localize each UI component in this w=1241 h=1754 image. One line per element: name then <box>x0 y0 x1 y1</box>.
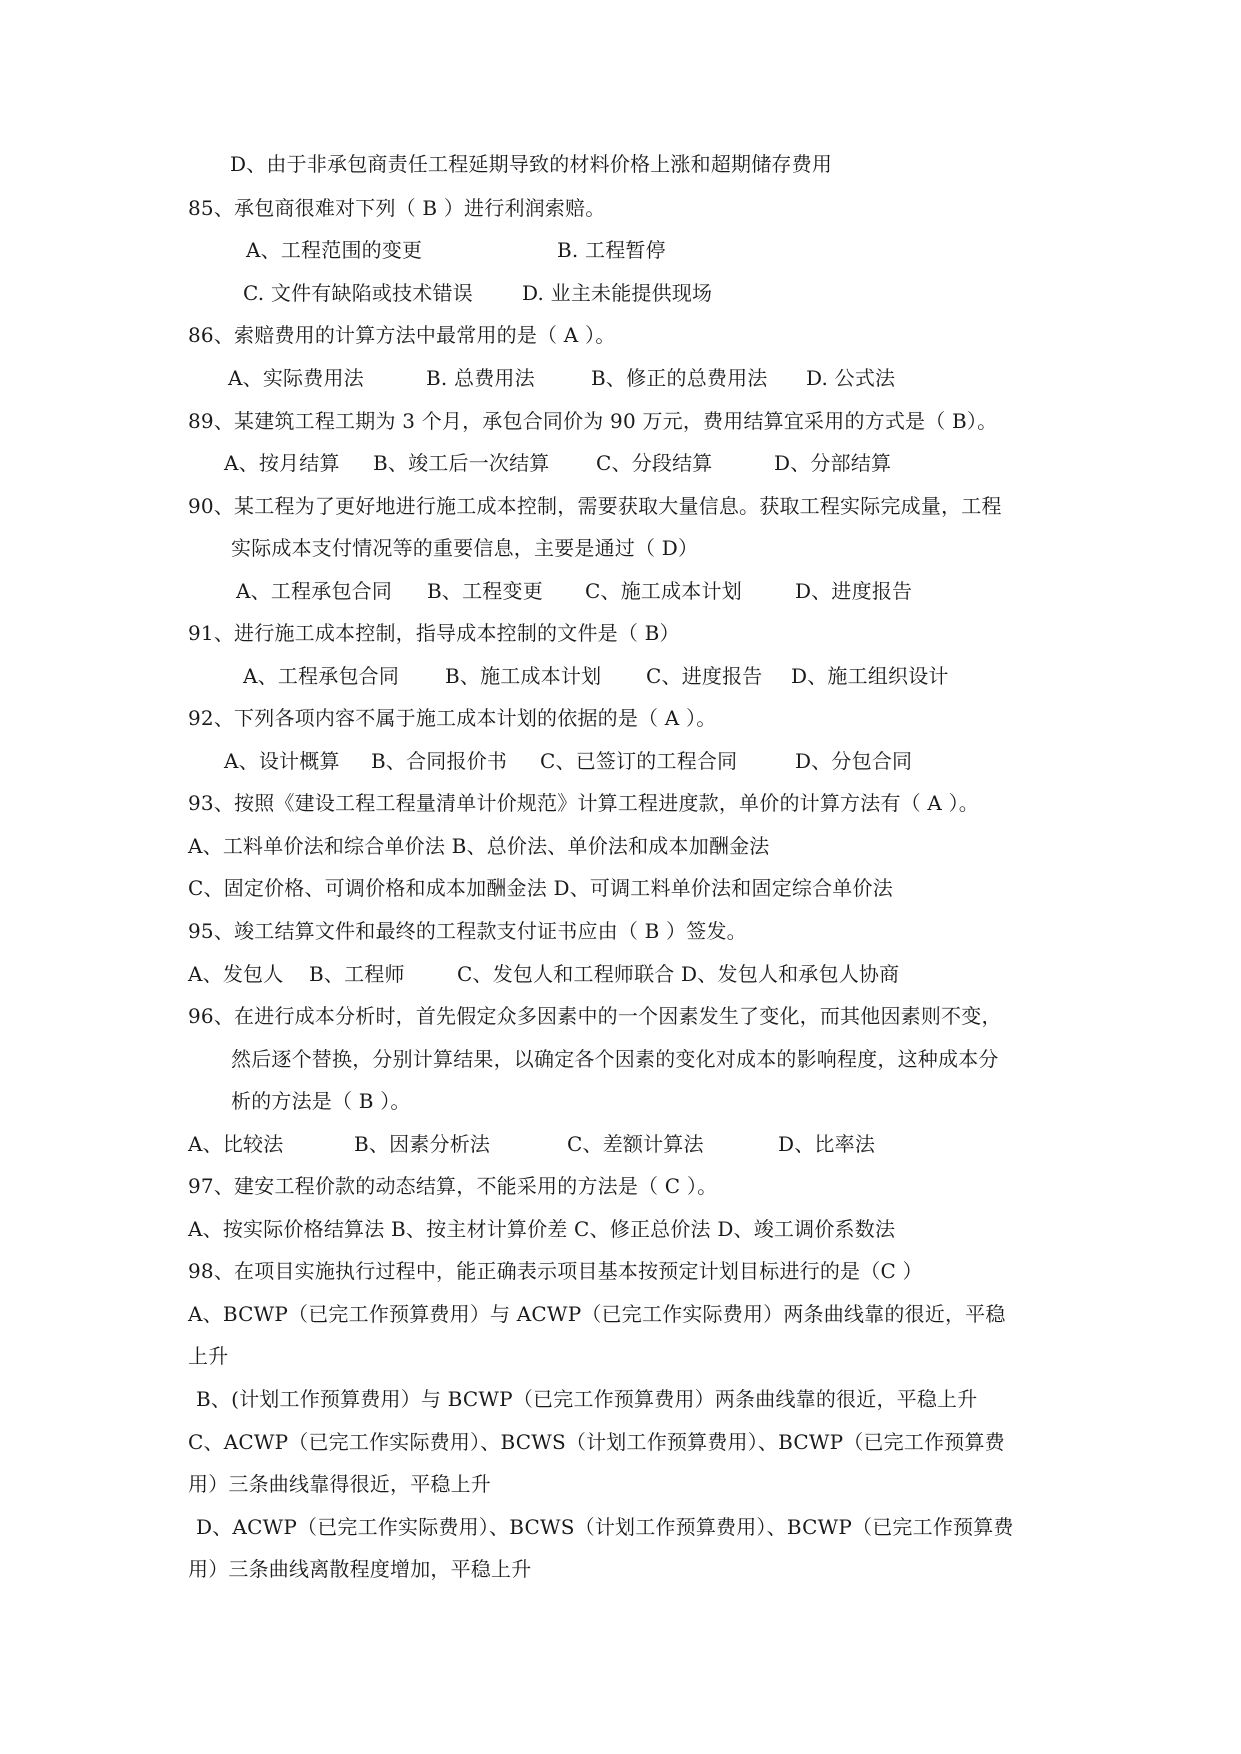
q91-option-c: C、进度报告 <box>646 664 763 688</box>
q93-options-ab: A、工料单价法和综合单价法 B、总价法、单价法和成本加酬金法 <box>188 834 770 858</box>
q95-option-a: A、发包人 <box>188 962 284 986</box>
q89-stem: 89、某建筑工程工期为 3 个月，承包合同价为 90 万元，费用结算宜采用的方式是（ B）。 <box>188 409 998 433</box>
q86-stem: 86、索赔费用的计算方法中最常用的是（ A ）。 <box>188 323 616 347</box>
q98-option-a-line2: 上升 <box>188 1344 229 1368</box>
q97-stem: 97、建安工程价款的动态结算，不能采用的方法是（ C ）。 <box>188 1174 718 1198</box>
q92-option-a: A、设计概算 <box>224 749 340 773</box>
q96-option-b: B、因素分析法 <box>354 1132 491 1156</box>
q91-option-d: D、施工组织设计 <box>791 664 949 688</box>
q85-option-d: D. 业主未能提供现场 <box>522 281 713 305</box>
q92-stem: 92、下列各项内容不属于施工成本计划的依据的是（ A ）。 <box>188 706 717 730</box>
q91-stem: 91、进行施工成本控制，指导成本控制的文件是（ B） <box>188 621 680 645</box>
q95-option-b: B、工程师 <box>309 962 405 986</box>
q96-stem-line3: 析的方法是（ B ）。 <box>231 1089 411 1113</box>
q86-option-a: A、实际费用法 <box>228 366 364 390</box>
q98-option-d-line2: 用）三条曲线离散程度增加，平稳上升 <box>188 1557 532 1581</box>
q93-stem: 93、按照《建设工程工程量清单计价规范》计算工程进度款，单价的计算方法有（ A ）。 <box>188 791 980 815</box>
q96-option-c: C、差额计算法 <box>567 1132 704 1156</box>
q95-stem: 95、竣工结算文件和最终的工程款支付证书应由（ B ）签发。 <box>188 919 747 943</box>
q90-option-a: A、工程承包合同 <box>236 579 393 603</box>
q98-option-d-line1: D、ACWP（已完工作实际费用）、BCWS（计划工作预算费用）、BCWP（已完工作预算费 <box>196 1515 1014 1539</box>
q86-option-b: B. 总费用法 <box>426 366 535 390</box>
q98-option-a-line1: A、BCWP（已完工作预算费用）与 ACWP（已完工作实际费用）两条曲线靠的很近，平稳 <box>188 1302 1006 1326</box>
q90-stem-line1: 90、某工程为了更好地进行施工成本控制，需要获取大量信息。获取工程实际完成量，工程 <box>188 494 1002 518</box>
q90-option-b: B、工程变更 <box>427 579 543 603</box>
q98-option-c-line2: 用）三条曲线靠得很近，平稳上升 <box>188 1472 491 1496</box>
q96-stem-line2: 然后逐个替换，分别计算结果，以确定各个因素的变化对成本的影响程度，这种成本分 <box>231 1047 999 1071</box>
q89-option-c: C、分段结算 <box>596 451 713 475</box>
q86-option-d: D. 公式法 <box>806 366 896 390</box>
q92-option-c: C、已签订的工程合同 <box>540 749 738 773</box>
q96-option-a: A、比较法 <box>188 1132 284 1156</box>
q90-option-d: D、进度报告 <box>795 579 913 603</box>
q90-option-c: C、施工成本计划 <box>585 579 742 603</box>
q85-stem: 85、承包商很难对下列（ B ）进行利润索赔。 <box>188 196 606 220</box>
q98-option-c-line1: C、ACWP（已完工作实际费用）、BCWS（计划工作预算费用）、BCWP（已完工作预算费 <box>188 1430 1005 1454</box>
q92-option-d: D、分包合同 <box>795 749 913 773</box>
q98-stem: 98、在项目实施执行过程中，能正确表示项目基本按预定计划目标进行的是（C ） <box>188 1259 923 1283</box>
q96-stem-line1: 96、在进行成本分析时，首先假定众多因素中的一个因素发生了变化，而其他因素则不变， <box>188 1004 1002 1028</box>
q85-option-b: B. 工程暂停 <box>557 238 666 262</box>
q89-option-b: B、竣工后一次结算 <box>373 451 550 475</box>
q86-option-c: B、修正的总费用法 <box>591 366 768 390</box>
q89-option-a: A、按月结算 <box>224 451 340 475</box>
q89-option-d: D、分部结算 <box>774 451 892 475</box>
q90-stem-line2: 实际成本支付情况等的重要信息，主要是通过（ D） <box>231 536 699 560</box>
q96-option-d: D、比率法 <box>778 1132 876 1156</box>
q85-option-c: C. 文件有缺陷或技术错误 <box>243 281 473 305</box>
q97-options: A、按实际价格结算法 B、按主材计算价差 C、修正总价法 D、竣工调价系数法 <box>188 1217 896 1241</box>
q95-option-cd: C、发包人和工程师联合 D、发包人和承包人协商 <box>457 962 900 986</box>
q98-option-b: B、(计划工作预算费用）与 BCWP（已完工作预算费用）两条曲线靠的很近，平稳上升 <box>196 1387 978 1411</box>
q91-option-a: A、工程承包合同 <box>243 664 400 688</box>
q85-option-a: A、工程范围的变更 <box>246 238 423 262</box>
q93-options-cd: C、固定价格、可调价格和成本加酬金法 D、可调工料单价法和固定综合单价法 <box>188 876 893 900</box>
q84-option-d: D、由于非承包商责任工程延期导致的材料价格上涨和超期储存费用 <box>230 152 833 176</box>
q92-option-b: B、合同报价书 <box>371 749 508 773</box>
q91-option-b: B、施工成本计划 <box>445 664 602 688</box>
